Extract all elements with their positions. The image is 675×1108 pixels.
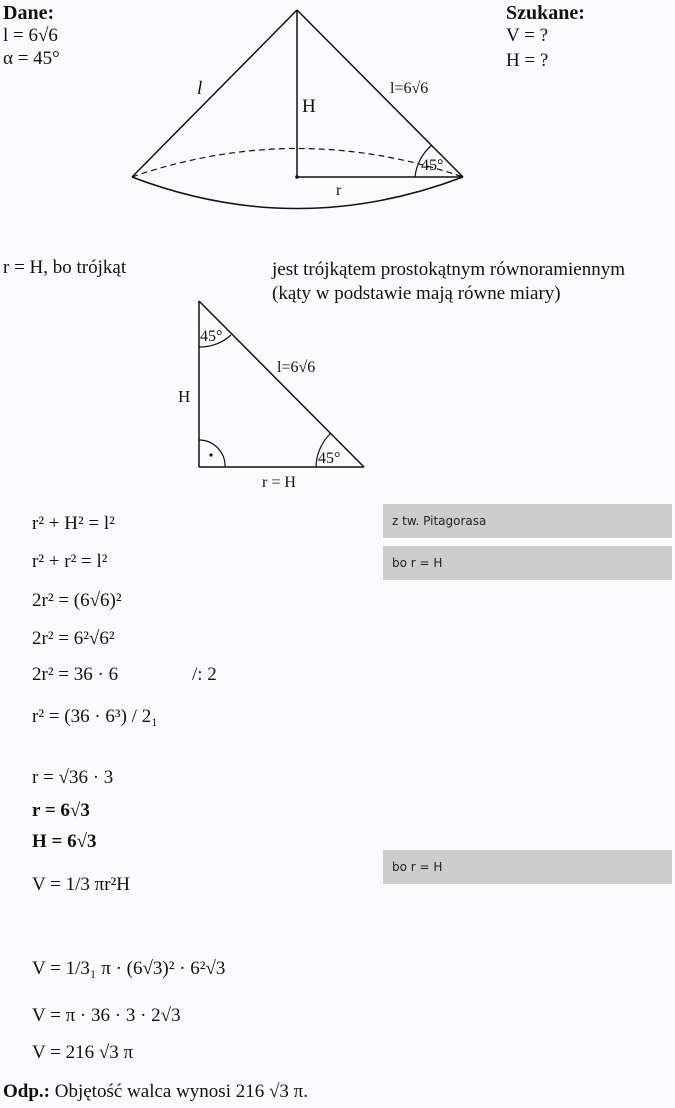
sought-heading: Szukane: <box>506 2 585 24</box>
answer-text: Objętość walca wynosi 216 √3 π. <box>54 1081 309 1102</box>
answer <box>3 1081 308 1103</box>
explanation-right-line2: (kąty w podstawie mają równe miary) <box>272 283 561 304</box>
step-8: r = 6√3 <box>32 800 90 821</box>
step-12: V = π · 36 · 3 · 2√3 <box>32 1005 181 1026</box>
step-4: 2r² = 6²√6² <box>32 628 115 649</box>
cone-label-l: l <box>197 78 203 99</box>
step-10: V = 1/3 πr²H <box>32 874 130 895</box>
step-1: r² + H² = l² <box>32 513 115 534</box>
triangle-base-label: r = H <box>262 474 296 491</box>
step-3: 2r² = (6√6)² <box>32 590 122 611</box>
step-6: r² = (36 · 6³) / 2₁ <box>32 706 158 727</box>
cone-label-l-value: l=6√6 <box>390 80 429 97</box>
step-7: r = √36 · 3 <box>32 767 114 788</box>
divide-note: /: 2 <box>192 664 217 685</box>
cone-label-r: r <box>336 182 342 199</box>
cone-label-h: H <box>302 96 316 117</box>
note-r-equals-h: bo r = H <box>383 546 672 580</box>
sought-h: H = ? <box>506 50 549 71</box>
triangle-hyp-label: l=6√6 <box>277 359 316 376</box>
note-pythagoras: z tw. Pitagorasa <box>383 504 672 538</box>
explanation-left: r = H, bo trójkąt <box>3 257 127 278</box>
step-2: r² + r² = l² <box>32 551 108 572</box>
answer-label: Odp.: <box>3 1081 50 1102</box>
step-13: V = 216 √3 π <box>32 1042 134 1063</box>
sought-v: V = ? <box>506 25 549 46</box>
step-5: 2r² = 36 · 6 <box>32 664 119 685</box>
given-heading: Dane: <box>3 2 55 24</box>
triangle-base-angle: 45° <box>318 450 341 467</box>
step-11: V = 1/3₁ π · (6√3)² · 6²√3 <box>32 958 226 979</box>
given-l: l = 6√6 <box>3 25 58 46</box>
given-alpha: α = 45° <box>3 48 60 69</box>
explanation-right-line1: jest trójkątem prostokątnym równoramiennym <box>272 259 626 280</box>
triangle-top-angle: 45° <box>200 328 223 345</box>
note-r-equals-h-2: bo r = H <box>383 850 672 884</box>
cone-label-angle: 45° <box>421 157 444 174</box>
step-9: H = 6√3 <box>32 831 97 852</box>
triangle-side-label: H <box>178 387 191 406</box>
